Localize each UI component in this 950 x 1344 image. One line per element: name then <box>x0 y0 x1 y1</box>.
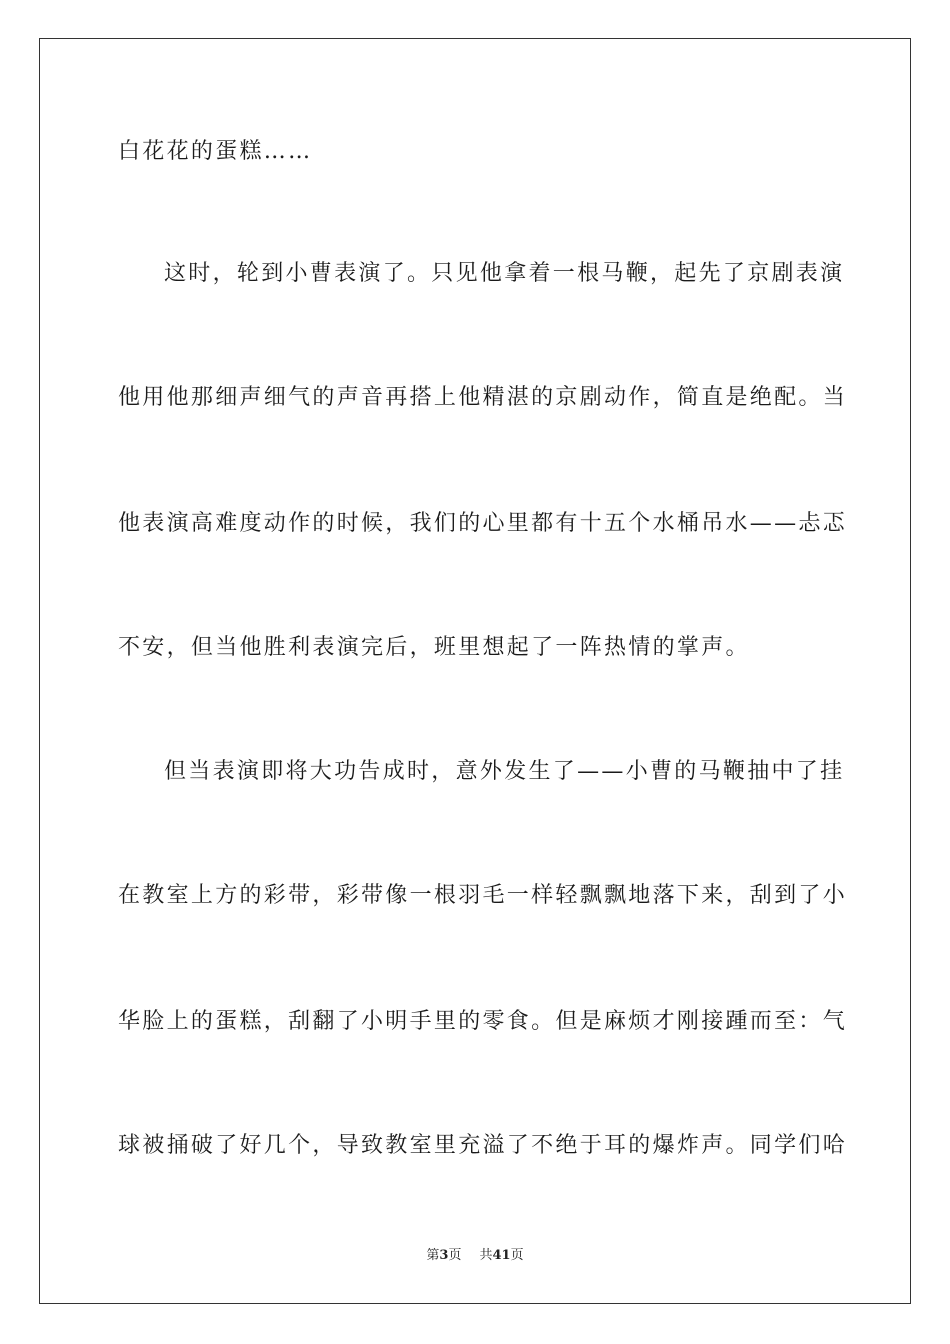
text-line-4: 他表演高难度动作的时候，我们的心里都有十五个水桶吊水——忐忑 <box>118 511 848 536</box>
total-prefix: 共 <box>479 1248 493 1263</box>
page-number: 3 <box>439 1248 449 1263</box>
page-footer <box>0 1247 950 1265</box>
total-suffix: 页 <box>510 1248 524 1263</box>
text-line-8: 华脸上的蛋糕，刮翻了小明手里的零食。但是麻烦才刚接踵而至：气 <box>118 1009 848 1034</box>
page-suffix: 页 <box>448 1248 462 1263</box>
text-line-3: 他用他那细声细气的声音再搭上他精湛的京剧动作，简直是绝配。当 <box>118 385 848 410</box>
text-line-9: 球被捅破了好几个，导致教室里充溢了不绝于耳的爆炸声。同学们哈 <box>118 1133 848 1158</box>
text-line-5: 不安，但当他胜利表演完后，班里想起了一阵热情的掌声。 <box>118 635 750 660</box>
paragraph-start-line-2: 这时，轮到小曹表演了。只见他拿着一根马鞭，起先了京剧表演 <box>164 261 845 286</box>
text-line-7: 在教室上方的彩带，彩带像一根羽毛一样轻飘飘地落下来，刮到了小 <box>118 883 848 908</box>
page-prefix: 第 <box>426 1248 440 1263</box>
total-pages: 41 <box>492 1248 511 1263</box>
text-line-1: 白花花的蛋糕…… <box>118 139 313 164</box>
page-border <box>39 38 911 1304</box>
paragraph-start-line-6: 但当表演即将大功告成时，意外发生了——小曹的马鞭抽中了挂 <box>164 759 845 784</box>
